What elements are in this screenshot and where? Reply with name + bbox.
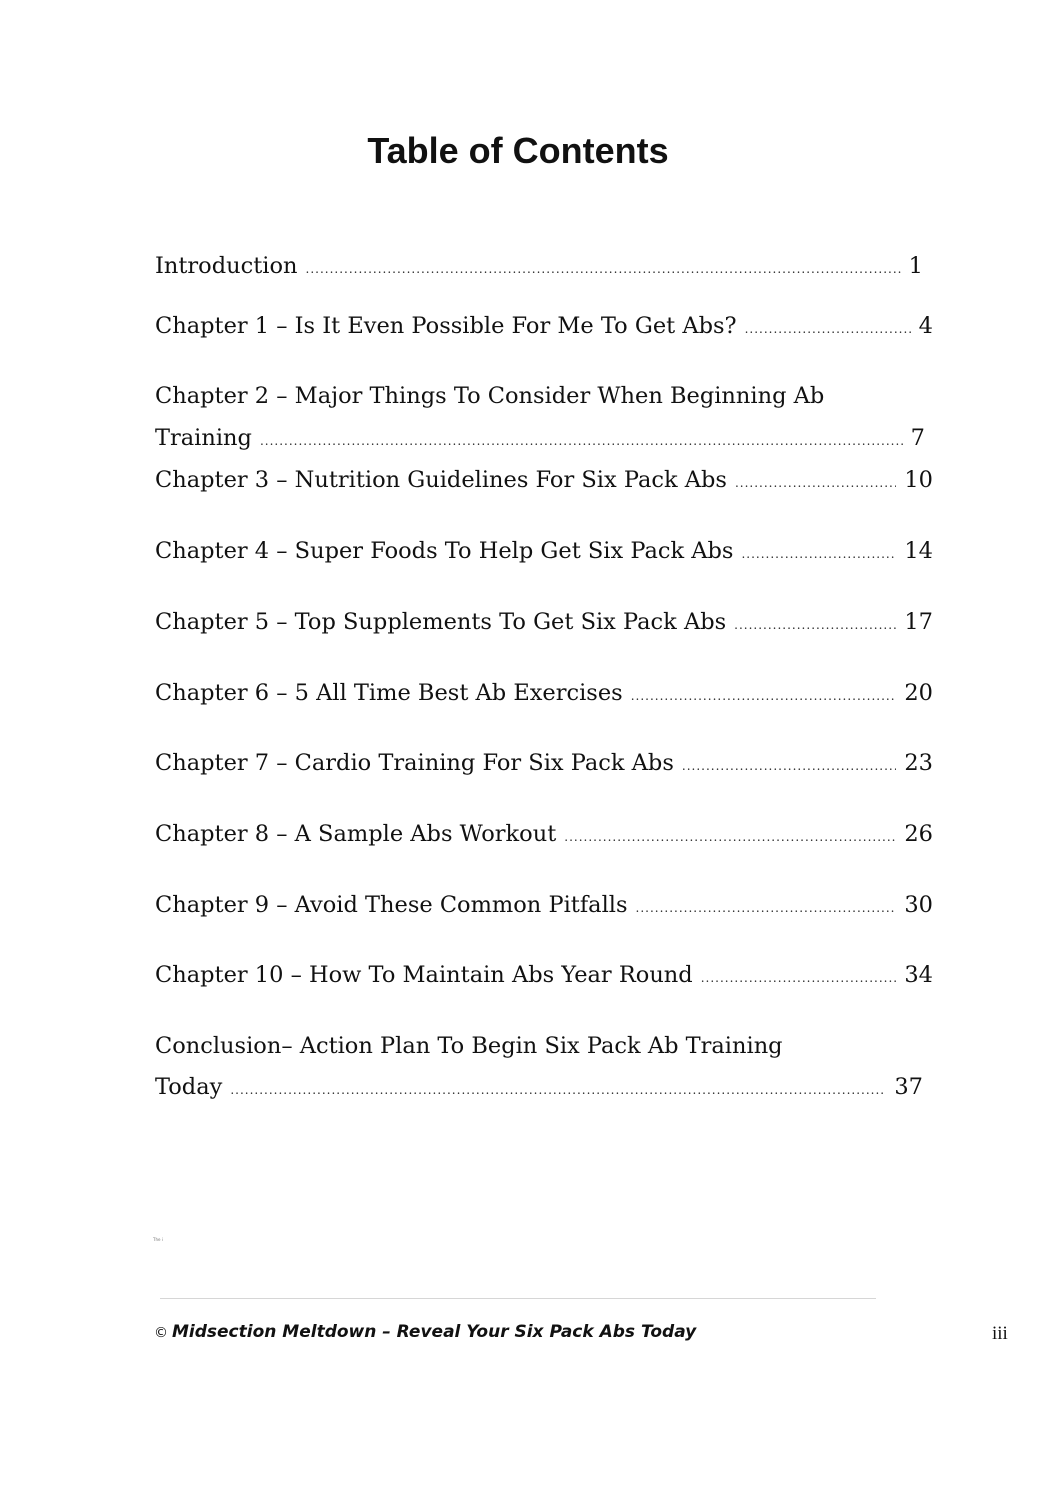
toc-entry-label: Chapter 7 – Cardio Training For Six Pack Abs [155,750,674,776]
toc-page-number: 14 [904,538,933,564]
page-title: Table of Contents [367,130,669,171]
dot-leader [631,675,897,717]
toc-page-number: 1 [908,253,923,279]
toc-entry-label: Training [155,425,252,451]
toc-entry-label: Introduction [155,253,298,279]
toc-entry-conclusion[interactable] [155,1066,923,1108]
toc-entry-chapter-8[interactable] [155,813,933,855]
toc-page-number: 10 [904,467,933,493]
toc-entry-label: Today [155,1074,223,1100]
page-number: iii [992,1323,1008,1344]
toc-entry-label: Chapter 5 – Top Supplements To Get Six Pack Abs [155,609,727,635]
toc-entry-label: Chapter 9 – Avoid These Common Pitfalls [155,892,628,918]
dot-leader [734,604,896,646]
toc-entry-chapter-1[interactable] [155,305,933,347]
toc-entry-label: Chapter 4 – Super Foods To Help Get Six Pack Abs [155,538,734,564]
dot-leader [260,420,903,462]
toc-entry-chapter-9[interactable] [155,884,933,926]
dot-leader [306,248,901,290]
toc-entry-chapter-4[interactable] [155,530,933,572]
dot-leader [230,1069,886,1111]
toc-entry-chapter-2[interactable] [155,417,925,459]
toc-entry-chapter-5[interactable] [155,601,933,643]
dot-leader [682,745,896,787]
toc-entry-label: Chapter 3 – Nutrition Guidelines For Six Pack Abs [155,467,727,493]
footer-book-title: Midsection Meltdown – Reveal Your Six Pack Abs Today [172,1322,697,1342]
toc-entry-label: Chapter 6 – 5 All Time Best Ab Exercises [155,680,623,706]
toc-entry-chapter-7[interactable] [155,742,933,784]
toc-entry-chapter-6[interactable] [155,672,933,714]
toc-entry-label: Chapter 8 – A Sample Abs Workout [155,821,557,847]
dot-leader [564,816,896,858]
toc-page-number: 23 [904,750,933,776]
toc-page-number: 34 [904,962,933,988]
toc-page-number: 37 [894,1074,923,1100]
toc-entry-chapter-2-line-1[interactable]: Chapter 2 – Major Things To Consider When Beginning Ab [155,383,825,409]
toc-page-number: 17 [904,609,933,635]
toc-page-number: 4 [918,313,933,339]
dot-leader [735,462,896,504]
dot-leader [745,308,911,350]
toc-entry-chapter-3[interactable] [155,459,933,501]
dot-leader [741,533,896,575]
footer-divider [160,1298,876,1299]
toc-entry-label: Chapter 1 – Is It Even Possible For Me To Get Abs? [155,313,737,339]
page-footer [154,1322,696,1342]
toc-page-number: 30 [904,892,933,918]
toc-page-number: 26 [904,821,933,847]
toc-entry-conclusion-line-1[interactable]: Conclusion– Action Plan To Begin Six Pack Ab Training [155,1033,783,1059]
toc-page-number: 20 [904,680,933,706]
copyright-symbol: © [154,1325,168,1341]
toc-entry-label: Chapter 10 – How To Maintain Abs Year Round [155,962,693,988]
toc-entry-chapter-10[interactable] [155,954,933,996]
tiny-text-mark: The i [153,1237,163,1242]
dot-leader [636,887,897,929]
dot-leader [701,957,897,999]
toc-page-number: 7 [910,425,925,451]
toc-entry-introduction[interactable] [155,245,923,287]
